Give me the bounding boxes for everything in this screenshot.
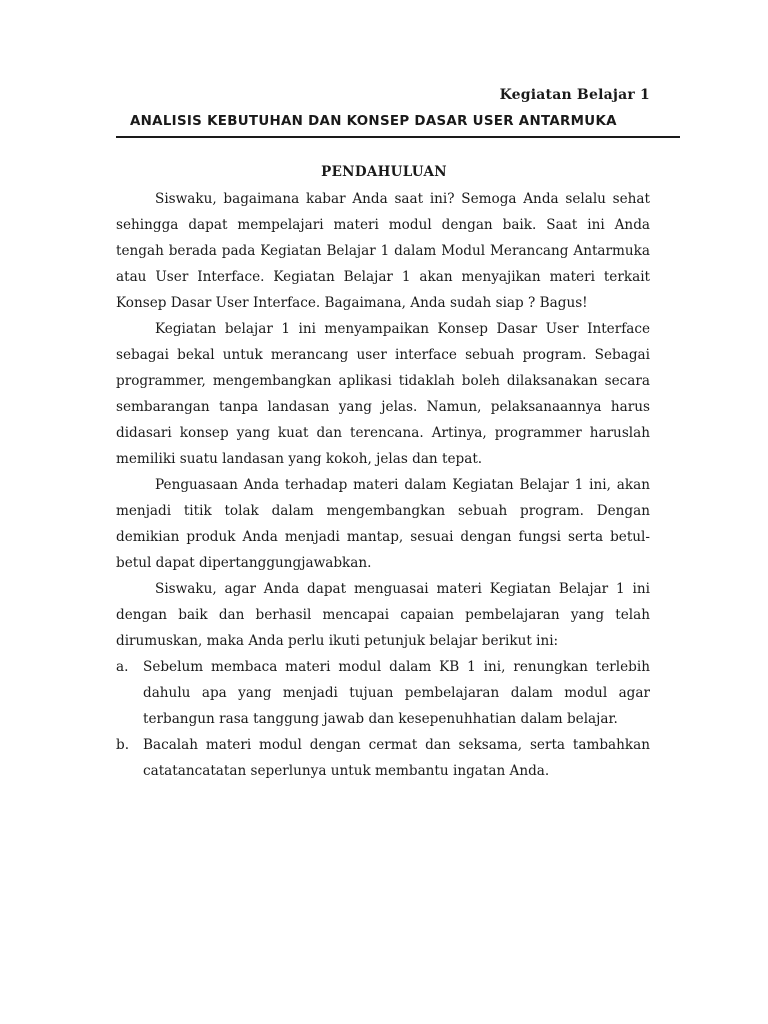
list-marker: b. xyxy=(116,737,130,753)
title-divider xyxy=(116,136,680,138)
instruction-list xyxy=(116,654,650,784)
document-title: ANALISIS KEBUTUHAN DAN KONSEP DASAR USER ANTARMUKA xyxy=(130,114,617,129)
paragraph: Siswaku, bagaimana kabar Anda saat ini? Semoga Anda selalu sehat sehingga dapat mempelajari materi modul dengan baik. Saat ini Anda tengah berada pada Kegiatan Belajar 1 dalam Modul Merancang Antarmuka atau User Interface. Kegiatan Belajar 1 akan menyajikan materi terkait Konsep Dasar User Interface. Bagaimana, Anda sudah siap ? Bagus! xyxy=(116,191,650,311)
kegiatan-belajar-label: Kegiatan Belajar 1 xyxy=(499,87,650,103)
paragraph: Penguasaan Anda terhadap materi dalam Kegiatan Belajar 1 ini, akan menjadi titik tolak dalam mengembangkan sebuah program. Dengan demikian produk Anda menjadi mantap, sesuai dengan fungsi serta betul-betul dapat dipertanggungjawabkan. xyxy=(116,477,650,571)
list-marker: a. xyxy=(116,659,129,675)
list-item-text: Sebelum membaca materi modul dalam KB 1 ini, renungkan terlebih dahulu apa yang menjadi tujuan pembelajaran dalam modul agar terbangun rasa tanggung jawab dan kesepenuhhatian dalam belajar. xyxy=(143,659,650,727)
section-heading: PENDAHULUAN xyxy=(321,164,447,180)
body-text xyxy=(116,186,650,784)
list-item xyxy=(116,654,650,732)
paragraph: Kegiatan belajar 1 ini menyampaikan Konsep Dasar User Interface sebagai bekal untuk merancang user interface sebuah program. Sebagai programmer, mengembangkan aplikasi tidaklah boleh dilaksanakan secara sembarangan tanpa landasan yang jelas. Namun, pelaksanaannya harus didasari konsep yang kuat dan terencana. Artinya, programmer haruslah memiliki suatu landasan yang kokoh, jelas dan tepat. xyxy=(116,321,650,467)
paragraph: Siswaku, agar Anda dapat menguasai materi Kegiatan Belajar 1 ini dengan baik dan berhasil mencapai capaian pembelajaran yang telah dirumuskan, maka Anda perlu ikuti petunjuk belajar berikut ini: xyxy=(116,581,650,649)
list-item-text: Bacalah materi modul dengan cermat dan seksama, serta tambahkan catatancatatan seperlunya untuk membantu ingatan Anda. xyxy=(143,737,650,779)
list-item xyxy=(116,732,650,784)
